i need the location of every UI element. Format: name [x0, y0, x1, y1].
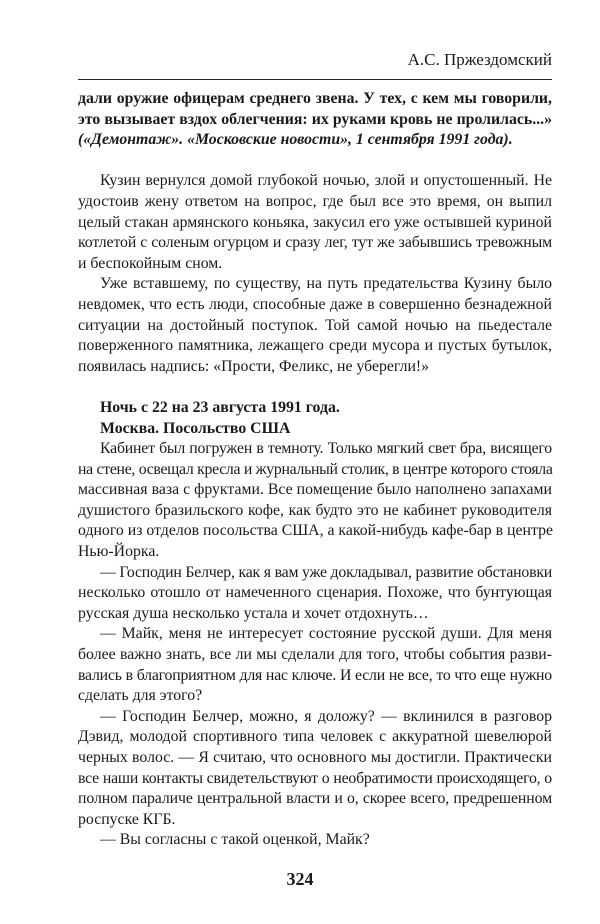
- text-line: Дэвид, молодой спортивного типа человек с аккуратной шевелюрой: [78, 728, 552, 746]
- text-line: несколько отошло от намеченного сценария. Похоже, что бунтующая: [78, 584, 552, 602]
- text-line: на стене, освещал кресла и журнальный столик, в центре которого стояла: [78, 460, 553, 478]
- section-heading-line: Москва. Посольство США: [100, 419, 291, 437]
- paragraph: [78, 274, 552, 377]
- text-line: — Майк, меня не интересует состояние русской души. Для меня: [100, 625, 552, 643]
- paragraph-group-1: [78, 171, 552, 377]
- text-line: удостоив жену ответом на вопрос, где был все это время, он выпил: [78, 192, 552, 210]
- text-line: вались в благоприятном для нас ключе. И если не все, то что еще нужно: [78, 666, 552, 684]
- text-line: сделать для этого?: [78, 687, 203, 705]
- text-line: одного из отделов посольства США, а какой-нибудь кафе-бар в центре: [78, 522, 553, 540]
- text-line: появилась надпись: «Прости, Феликс, не уберегли!»: [78, 357, 430, 375]
- quote-line: это вызывает вздох облегчения: их руками кровь не пролилась...»: [78, 110, 552, 128]
- text-line: роспуске КГБ.: [78, 810, 176, 828]
- text-line: русская душа несколько устала и хочет отдохнуть…: [78, 604, 429, 622]
- quote-source: («Демонтаж». «Московские новости», 1 сентября 1991 года).: [78, 131, 513, 149]
- text-line: Кабинет был погружен в темноту. Только мягкий свет бра, висящего: [100, 440, 552, 458]
- spacer: [78, 151, 552, 172]
- text-line: — Вы согласны с такой оценкой, Майк?: [100, 831, 370, 849]
- running-header-author: А.С. Пржездомский: [407, 50, 552, 69]
- text-line: душистого бразильского кофе, как будто это не кабинет руководителя: [78, 501, 552, 519]
- text-line: — Господин Белчер, можно, я доложу? — вклинился в разговор: [100, 707, 552, 725]
- paragraph: [78, 439, 552, 563]
- paragraph: [78, 624, 552, 706]
- text-line: более важно знать, все ли мы сделали для того, чтобы события разви-: [78, 646, 552, 664]
- text-line: целый стакан армянского коньяка, закусил его уже остывшей куриной: [78, 213, 552, 231]
- text-line: невдомек, что есть люди, способные даже в совершенно безнадежной: [78, 295, 552, 313]
- text-line: — Господин Белчер, как я вам уже докладывал, развитие обстановки: [100, 563, 553, 581]
- text-line: все наши контакты свидетельствуют о необратимости происходящего, о: [78, 769, 552, 787]
- quote-block: [78, 89, 552, 151]
- text-line: черных волос. — Я считаю, что основного мы достигли. Практически: [78, 749, 552, 766]
- text-line: Кузин вернулся домой глубокой ночью, злой и опустошенный. Не: [100, 172, 552, 190]
- paragraph: [78, 707, 552, 831]
- section-heading: [78, 398, 552, 439]
- text-line: котлетой с соленым огурцом и сразу лег, тут же забывшись тревожным: [78, 234, 552, 252]
- spacer: [78, 377, 552, 398]
- page-body: [78, 89, 552, 851]
- text-line: полном параличе центральной власти и о, скорее всего, предрешенном: [78, 790, 552, 808]
- header-rule: [78, 79, 552, 80]
- text-line: массивная ваза с фруктами. Все помещение было наполнено запахами: [78, 481, 552, 499]
- text-line: поверженного памятника, лежащего среди мусора и пустых бутылок,: [78, 337, 552, 355]
- text-line: и беспокойным сном.: [78, 254, 223, 272]
- paragraph: [78, 563, 552, 625]
- section-heading-line: Ночь с 22 на 23 августа 1991 года.: [100, 398, 340, 416]
- quote-line: дали оружие офицерам среднего звена. У тех, с кем мы говорили,: [78, 90, 552, 107]
- page-number: 324: [286, 869, 314, 889]
- paragraph: [78, 830, 552, 851]
- text-line: Нью-Йорка.: [78, 543, 160, 561]
- text-line: Уже вставшему, по существу, на путь предательства Кузину было: [100, 275, 552, 293]
- text-line: ситуации на достойный поступок. Той самой ночью на пьедестале: [78, 316, 552, 334]
- paragraph-group-2: [78, 439, 552, 851]
- paragraph: [78, 171, 552, 274]
